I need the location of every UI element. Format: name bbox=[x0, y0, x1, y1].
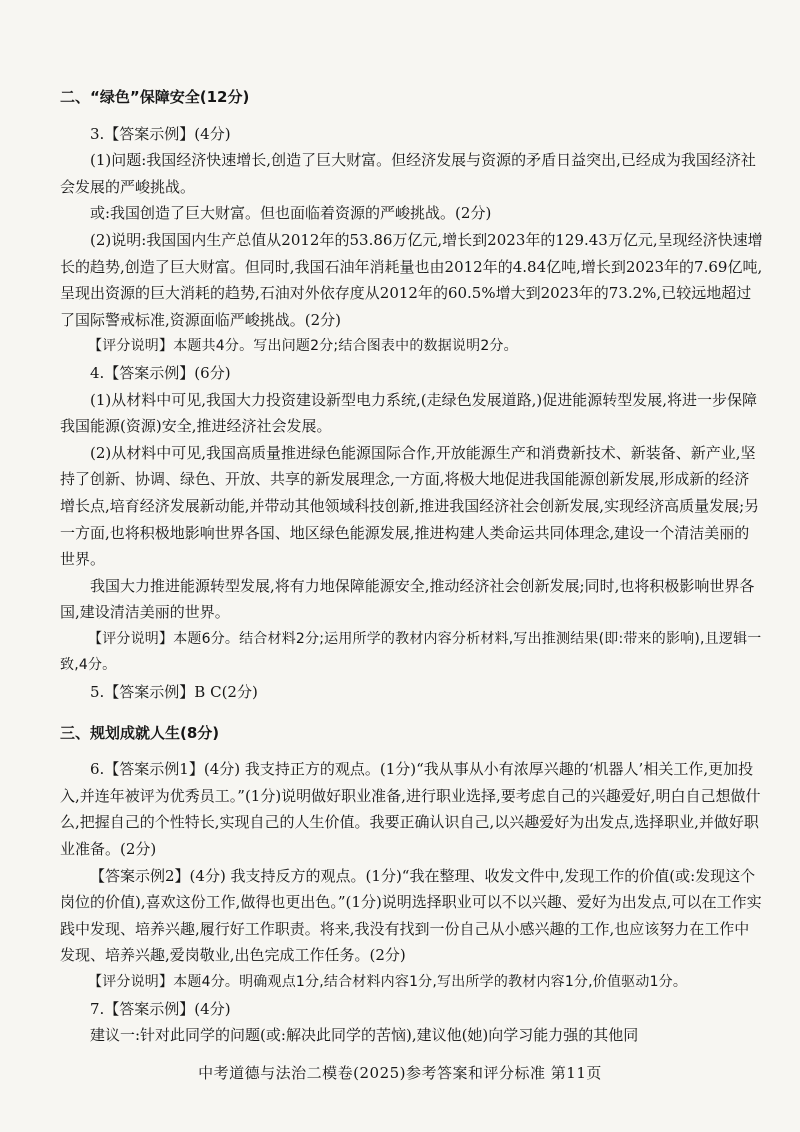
q3-part1-problem: (1)问题:我国经济快速增长,创造了巨大财富。但经济发展与资源的矛盾日益突出,已经成为我国经济社会发展的严峻挑战。 bbox=[60, 151, 756, 196]
q4-summary: 我国大力推进能源转型发展,将有力地保障能源安全,推动经济社会创新发展;同时,也将积极影响世界各国,建设清洁美丽的世界。 bbox=[60, 576, 755, 622]
q3-part1-alternative: 或:我国创造了巨大财富。但也面临着资源的严峻挑战。(2分) bbox=[90, 204, 492, 223]
section-heading-career-planning: 三、规划成就人生(8分) bbox=[60, 723, 220, 742]
q4-part1: (1)从材料中可见,我国大力投资建设新型电力系统,(走绿色发展道路,)促进能源转型发展,将进一步保障我国能源(资源)安全,推进经济社会发展。 bbox=[60, 390, 758, 436]
q6-answer-example-2: 【答案示例2】(4分) 我支持反方的观点。(1分)“我在整理、收发文件中,发现工作的价值(或:发现这个岗位的价值),喜欢这份工作,做得也更出色。”(1分)说明选择职业可以不以兴趣、爱好为出发点,可以在工作实践中发现、培养兴趣,履行好工作职责。将来,我没有找到一份自己从小感兴趣的工作,也应该努力在工作中发现、培养兴趣,爱岗敬业,出色完成工作任务。(2分) bbox=[60, 866, 762, 965]
q4-answer-header: 4.【答案示例】(6分) bbox=[90, 363, 231, 382]
q7-suggestion-1: 建议一:针对此同学的问题(或:解决此同学的苦恼),建议他(她)向学习能力强的其他同 bbox=[90, 1026, 639, 1045]
q6-scoring-note: 【评分说明】本题4分。明确观点1分,结合材料内容1分,写出所学的教材内容1分,价值驱动1分。 bbox=[88, 974, 688, 990]
page-footer: 中考道德与法治二模卷(2025)参考答案和评分标准 第11页 bbox=[198, 1064, 602, 1082]
q3-scoring-note: 【评分说明】本题共4分。写出问题2分;结合图表中的数据说明2分。 bbox=[88, 338, 518, 355]
q3-part2-explanation: (2)说明:我国国内生产总值从2012年的53.86万亿元,增长到2023年的129.43万亿元,呈现经济快速增长的趋势,创造了巨大财富。但同时,我国石油年消耗量也由2012年的4.84亿吨,增长到2023年的7.69亿吨,呈现出资源的巨大消耗的趋势,石油对外依存度从2012年的60.5%增大到2023年的73.2%,已较远地超过了国际警戒标准,资源面临严峻挑战。(2分) bbox=[60, 230, 763, 329]
page-content bbox=[60, 84, 764, 1049]
section-heading-green-security: 二、“绿色”保障安全(12分) bbox=[60, 88, 250, 106]
q4-part2: (2)从材料中可见,我国高质量推进绿色能源国际合作,开放能源生产和消费新技术、新装备、新产业,坚持了创新、协调、绿色、开放、共享的新发展理念,一方面,将极大地促进我国能源创新发展,形成新的经济增长点,培育经济发展新动能,并带动其他领域科技创新,推进我国经济社会创新发展,实现经济高质量发展;另一方面,也将积极地影响世界各国、地区绿色能源发展,推进构建人类命运共同体理念,建设一个清洁美丽的世界。 bbox=[60, 443, 760, 569]
q6-answer-example-1: 6.【答案示例1】(4分) 我支持正方的观点。(1分)“我从事从小有浓厚兴趣的‘机器人’相关工作,更加投入,并连年被评为优秀员工。”(1分)说明做好职业准备,进行职业选择,要考虑自己的兴趣爱好,明白自己想做什么,把握自己的个性特长,实现自己的人生价值。我要正确认识自己,以兴趣爱好为出发点,选择职业,并做好职业准备。(2分) bbox=[60, 760, 761, 859]
q7-answer-header: 7.【答案示例】(4分) bbox=[90, 999, 231, 1018]
q4-scoring-note: 【评分说明】本题6分。结合材料2分;运用所学的教材内容分析材料,写出推测结果(即:带来的影响),且逻辑一致,4分。 bbox=[60, 630, 762, 674]
q5-answer: 5.【答案示例】B C(2分) bbox=[90, 683, 258, 702]
q3-answer-header: 3.【答案示例】(4分) bbox=[90, 124, 231, 143]
